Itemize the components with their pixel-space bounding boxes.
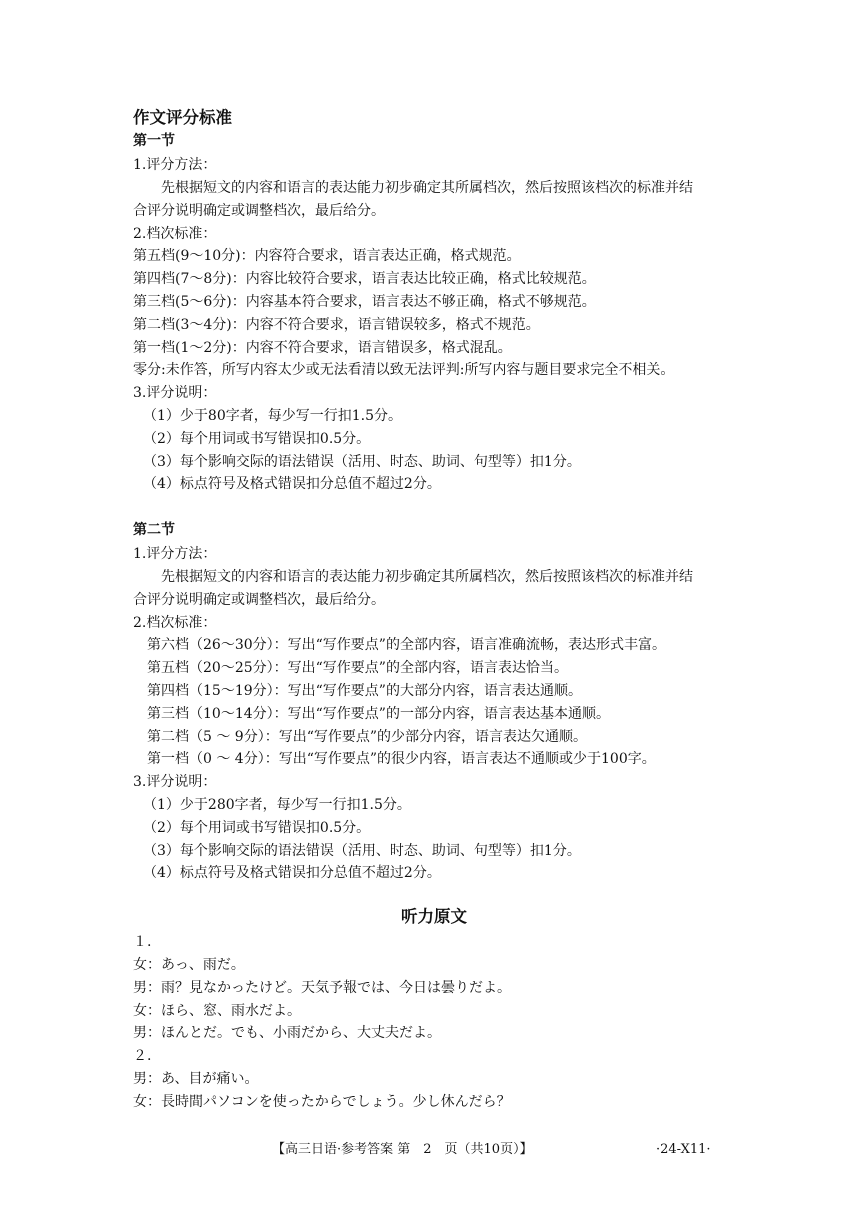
section2-notes-label: 3.评分说明：	[133, 774, 217, 790]
section2-level: 第二档（5 ～ 9分）：写出“写作要点”的少部分内容，语言表达欠通顺。	[147, 729, 588, 745]
dialogue-line: 女：長時間パソコンを使ったからでしょう。少し休んだら？	[133, 1094, 511, 1110]
dialogue-line: 男：雨？見なかったけど。天気予報では、今日は曇りだよ。	[133, 980, 511, 996]
section1-note: （3）每个影响交际的语法错误（活用、时态、助词、句型等）扣1分。	[143, 454, 581, 470]
section2-note: （3）每个影响交际的语法错误（活用、时态、助词、句型等）扣1分。	[143, 843, 581, 859]
section1-method-label: 1.评分方法：	[133, 157, 217, 173]
footer-page-label: 【高三日语·参考答案 第 2 页（共10页）】	[272, 1142, 533, 1157]
section1-note: （2）每个用词或书写错误扣0.5分。	[143, 431, 371, 447]
section1-level: 第三档(5～6分)：内容基本符合要求，语言表达不够正确，格式不够规范。	[133, 294, 596, 310]
section2-heading: 第二节	[133, 522, 175, 538]
section1-note: （4）标点符号及格式错误扣分总值不超过2分。	[143, 476, 441, 492]
section2-level: 第一档（0 ～ 4分）：写出“写作要点”的很少内容，语言表达不通顺或少于100字。	[147, 751, 656, 767]
section2-note: （1）少于280字者，每少写一行扣1.5分。	[143, 797, 411, 813]
section2-note: （4）标点符号及格式错误扣分总值不超过2分。	[143, 865, 441, 881]
section1-level: 第二档(3～4分)：内容不符合要求，语言错误较多，格式不规范。	[133, 317, 540, 333]
dialogue-line: 女：あっ、雨だ。	[133, 957, 245, 973]
section2-method-line2: 合评分说明确定或调整档次，最后给分。	[133, 592, 385, 608]
section1-levels-label: 2.档次标准：	[133, 226, 217, 242]
dialogue-number: １.	[133, 934, 152, 950]
section1-method-line2: 合评分说明确定或调整档次，最后给分。	[133, 203, 385, 219]
section1-method-line1: 先根据短文的内容和语言的表达能力初步确定其所属档次，然后按照该档次的标准并结	[161, 180, 693, 196]
section1-level: 第四档(7～8分)：内容比较符合要求，语言表达比较正确，格式比较规范。	[133, 271, 596, 287]
dialogue-number: ２.	[133, 1048, 152, 1064]
section1-note: （1）少于80字者，每少写一行扣1.5分。	[143, 408, 402, 424]
section2-level: 第五档（20～25分）：写出“写作要点”的全部内容，语言表达恰当。	[147, 660, 568, 676]
section2-level: 第六档（26～30分）：写出“写作要点”的全部内容，语言准确流畅，表达形式丰富。	[147, 637, 666, 653]
dialogue-line: 男：ほんとだ。でも、小雨だから、大丈夫だよ。	[133, 1025, 441, 1041]
section1-notes-label: 3.评分说明：	[133, 385, 217, 401]
section2-method-line1: 先根据短文的内容和语言的表达能力初步确定其所属档次，然后按照该档次的标准并结	[161, 569, 693, 585]
footer-code: ·24-X11·	[656, 1142, 711, 1157]
listening-title: 听力原文	[401, 907, 467, 926]
section2-level: 第三档（10～14分）：写出“写作要点”的一部分内容，语言表达基本通顺。	[147, 706, 610, 722]
section2-note: （2）每个用词或书写错误扣0.5分。	[143, 820, 371, 836]
dialogue-line: 女：ほら、窓、雨水だよ。	[133, 1003, 301, 1019]
section1-level: 第五档(9～10分)：内容符合要求，语言表达正确，格式规范。	[133, 248, 521, 264]
section1-heading: 第一节	[133, 133, 175, 149]
section1-zero-level: 零分:未作答，所写内容太少或无法看清以致无法评判:所写内容与题目要求完全不相关。	[133, 362, 675, 378]
writing-title: 作文评分标准	[133, 108, 232, 127]
section2-level: 第四档（15～19分）：写出“写作要点”的大部分内容，语言表达通顺。	[147, 683, 582, 699]
section2-method-label: 1.评分方法：	[133, 546, 217, 562]
section2-levels-label: 2.档次标准：	[133, 615, 217, 631]
section1-level: 第一档(1～2分)：内容不符合要求，语言错误多，格式混乱。	[133, 340, 512, 356]
dialogue-line: 男：あ、目が痛い。	[133, 1071, 259, 1087]
